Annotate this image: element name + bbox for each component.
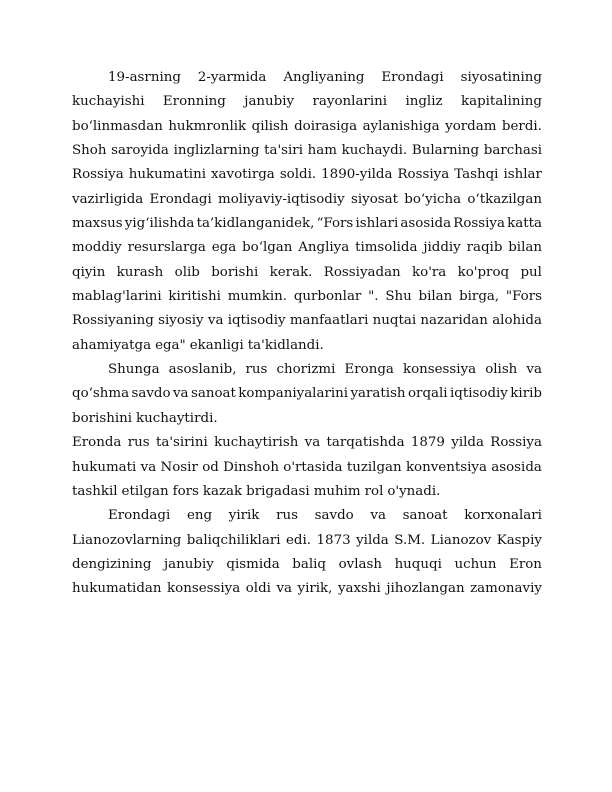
word: muhim	[313, 483, 361, 499]
word: konventsiya	[405, 459, 487, 475]
word: saroyida	[111, 143, 169, 159]
word: bo‘yicha	[404, 191, 462, 207]
word: yig‘ilishda	[124, 216, 195, 232]
word: rus	[245, 362, 268, 378]
word: ko'ra	[412, 264, 447, 280]
word: Rossiyadan	[323, 264, 401, 280]
word: inglizlarning	[173, 143, 260, 159]
word: mumkin.	[227, 289, 288, 305]
word: qiyin	[72, 264, 106, 280]
word: 1873	[316, 532, 351, 548]
word: korxonalari	[464, 508, 542, 524]
word: Erondagi	[381, 70, 444, 85]
word: yirik	[228, 508, 260, 524]
word: nuqtai	[372, 313, 417, 329]
text-line	[72, 212, 542, 236]
word: yaratish	[350, 386, 406, 402]
word: qo‘shma	[72, 386, 130, 402]
word: rus	[127, 435, 150, 451]
word: ishlari	[355, 216, 399, 232]
text-line	[72, 261, 542, 285]
word: od	[202, 459, 219, 475]
word: Nosir	[160, 459, 198, 475]
word: qilish	[251, 118, 289, 134]
word: Shoh	[72, 143, 107, 159]
word: kazak	[202, 483, 243, 499]
word: bo‘lgan	[242, 240, 293, 256]
word: kuchaytirdi.	[136, 410, 218, 426]
word: katta	[507, 216, 542, 232]
word: hukumatidan	[72, 581, 162, 597]
word: konsessiya	[402, 362, 477, 378]
word: moddiy	[72, 240, 122, 256]
word: hukumatini	[128, 167, 206, 183]
word: Dinshoh	[223, 459, 279, 475]
word: Erondagi	[108, 508, 171, 524]
word: bo‘linmasdan	[72, 118, 163, 134]
word: pul	[520, 264, 542, 280]
word: kuchayishi	[72, 94, 145, 110]
word: ta'kidlandi.	[247, 337, 324, 353]
word: nazaridan	[420, 313, 488, 329]
text-line	[72, 480, 542, 504]
word: 19-asrning	[108, 70, 181, 85]
word: jihozlangan	[386, 581, 465, 597]
word: Tashqi	[454, 167, 499, 183]
word: Rossiya	[490, 435, 542, 451]
word: kerak.	[269, 264, 313, 280]
word: va	[172, 386, 189, 402]
word: savdo	[131, 386, 171, 402]
word: ".	[368, 289, 379, 305]
word: borishi	[211, 264, 259, 280]
word: Angliya	[298, 240, 350, 256]
word: Shu	[385, 289, 412, 305]
word: fors	[172, 483, 199, 499]
word: Erondagi	[149, 191, 212, 207]
word: yilda	[451, 435, 484, 451]
word: Rossiya	[453, 216, 505, 232]
word: ahamiyatga	[72, 337, 152, 353]
word: asoslanib,	[168, 362, 237, 378]
word: tashkil	[72, 483, 118, 499]
word: asosida	[400, 216, 452, 232]
text-line	[72, 236, 542, 260]
word: kompaniyalarini	[238, 386, 349, 402]
text-line	[72, 66, 542, 90]
word: sanoat	[190, 386, 236, 402]
word: Eronda	[72, 435, 122, 451]
word: va	[276, 581, 292, 597]
word: rus	[276, 508, 298, 524]
word: huquqi	[394, 556, 442, 572]
word: “Fors	[316, 216, 354, 232]
word: Eronga	[344, 362, 394, 378]
word: Angliyaning	[283, 70, 365, 85]
text-line	[72, 577, 542, 601]
word: va	[304, 435, 321, 451]
word: ko'proq	[457, 264, 510, 280]
word: baliqchiliklari	[186, 532, 281, 548]
word: janubiy	[164, 556, 214, 572]
word: ta’kidlanganidek,	[196, 216, 315, 232]
word: 2-yarmida	[197, 70, 267, 85]
word: bilan	[508, 240, 542, 256]
word: siyosiy	[158, 313, 204, 329]
paragraph	[72, 66, 542, 358]
word: birga,	[459, 289, 500, 305]
word: edi.	[286, 532, 312, 548]
text-line	[72, 188, 542, 212]
word: va	[207, 313, 224, 329]
word: ovlash	[338, 556, 382, 572]
text-line	[72, 285, 542, 309]
word: jiddiy	[423, 240, 461, 256]
text-line	[72, 553, 542, 577]
word: ham	[307, 143, 337, 159]
word: mablag'larini	[72, 289, 162, 305]
word: va	[140, 459, 157, 475]
text-line	[72, 139, 542, 163]
body-text	[72, 66, 542, 602]
word: manfaatlari	[289, 313, 369, 329]
word: asosida	[491, 459, 542, 475]
word: "Fors	[505, 289, 542, 305]
word: Rossiyaning	[72, 313, 154, 329]
word: va	[370, 508, 386, 524]
word: bilan	[418, 289, 453, 305]
word: oldi	[245, 581, 271, 597]
word: qurbonlar	[293, 289, 362, 305]
word: S.M.	[394, 532, 426, 548]
word: resurslarga	[127, 240, 206, 256]
word: aylanishiga	[362, 118, 440, 134]
text-line	[72, 382, 542, 406]
text-line	[72, 529, 542, 553]
word: hukmronlik	[168, 118, 247, 134]
word: xavotirga	[211, 167, 275, 183]
word: tuzilgan	[346, 459, 402, 475]
word: ekanligi	[189, 337, 244, 353]
word: ta'siri	[264, 143, 303, 159]
paragraph	[72, 431, 542, 504]
word: kiritishi	[168, 289, 221, 305]
word: qismida	[226, 556, 280, 572]
word: yirik,	[297, 581, 333, 597]
word: 1879	[410, 435, 445, 451]
paragraph	[72, 504, 542, 601]
text-line	[72, 358, 542, 382]
word: siyosatining	[460, 70, 542, 85]
text-line	[72, 431, 542, 455]
word: rol	[364, 483, 384, 499]
word: Bularning	[411, 143, 480, 159]
word: vazirligida	[72, 191, 144, 207]
text-line	[72, 334, 542, 358]
word: ishlar	[503, 167, 542, 183]
word: olish	[485, 362, 518, 378]
word: etilgan	[121, 483, 169, 499]
word: kuchaydi.	[341, 143, 408, 159]
word: o'ynadi.	[387, 483, 441, 499]
word: uchun	[454, 556, 497, 572]
word: zamonaviy	[470, 581, 542, 597]
text-line	[72, 90, 542, 114]
word: Eron	[509, 556, 542, 572]
word: ingliz	[405, 94, 443, 110]
word: eng	[186, 508, 213, 524]
word: dengizining	[72, 556, 152, 572]
word: Rossiya	[72, 167, 124, 183]
text-line	[72, 115, 542, 139]
word: timsolida	[355, 240, 418, 256]
word: maxsus	[72, 216, 123, 232]
word: ta'sirini	[155, 435, 208, 451]
word: va	[526, 362, 542, 378]
word: kapitalining	[460, 94, 542, 110]
text-line	[72, 163, 542, 187]
word: olib	[174, 264, 200, 280]
word: konsessiya	[167, 581, 241, 597]
word: Lianozov	[430, 532, 492, 548]
word: Eronning	[162, 94, 226, 110]
word: yordam	[445, 118, 497, 134]
word: alohida	[492, 313, 542, 329]
word: yilda	[356, 532, 389, 548]
word: savdo	[314, 508, 354, 524]
word: Kaspiy	[496, 532, 542, 548]
word: siyosat	[350, 191, 399, 207]
word: iqtisodiy	[227, 313, 286, 329]
word: brigadasi	[246, 483, 310, 499]
word: iqtisodiy	[450, 386, 508, 402]
word: sanoat	[402, 508, 448, 524]
word: ega"	[155, 337, 186, 353]
word: raqib	[466, 240, 503, 256]
word: tarqatishda	[326, 435, 405, 451]
word: chorizmi	[276, 362, 336, 378]
word: moliyaviy-iqtisodiy	[218, 191, 345, 207]
word: baliq	[292, 556, 326, 572]
word: Rossiya	[397, 167, 450, 183]
word: kuchaytirish	[214, 435, 299, 451]
text-line	[72, 456, 542, 480]
word: Lianozovlarning	[72, 532, 182, 548]
word: barchasi	[483, 143, 542, 159]
text-line	[72, 407, 542, 431]
word: ega	[211, 240, 237, 256]
text-line	[72, 309, 542, 333]
word: rayonlarini	[312, 94, 388, 110]
word: kurash	[116, 264, 164, 280]
word: yaxshi	[337, 581, 381, 597]
word: 1890-yilda	[321, 167, 393, 183]
paragraph	[72, 358, 542, 431]
word: soldi.	[279, 167, 317, 183]
word: borishini	[72, 410, 133, 426]
word: o‘tkazilgan	[467, 191, 542, 207]
word: o'rtasida	[283, 459, 343, 475]
word: doirasiga	[294, 118, 358, 134]
word: kirib	[510, 386, 542, 402]
word: berdi.	[501, 118, 542, 134]
word: orqali	[407, 386, 448, 402]
word: hukumati	[72, 459, 137, 475]
word: Shunga	[108, 362, 160, 378]
word: janubiy	[244, 94, 295, 110]
text-line	[72, 504, 542, 528]
